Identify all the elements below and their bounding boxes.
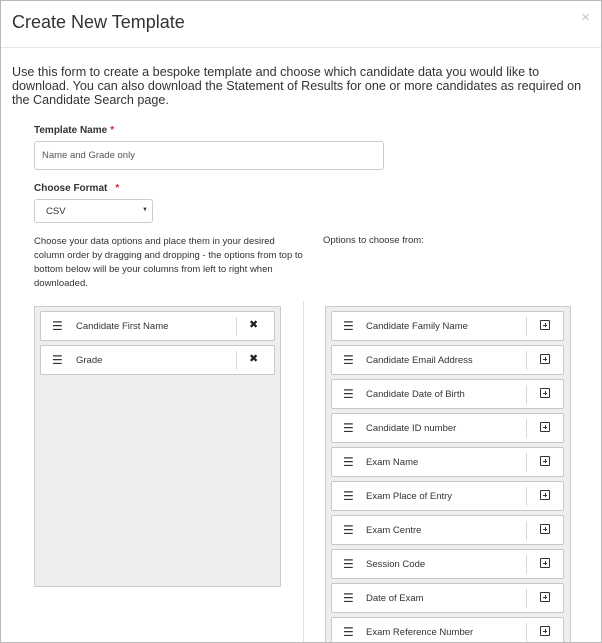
column-order-help: Choose your data options and place them in your desired column order by dragging and dropping - the options from top to bottom below will be your columns from left to right when downloaded. bbox=[34, 236, 303, 289]
option-item[interactable] bbox=[331, 311, 564, 341]
item-separator bbox=[526, 317, 527, 336]
plus-square-icon[interactable] bbox=[540, 592, 550, 602]
selected-columns-list[interactable] bbox=[34, 306, 281, 587]
format-select[interactable] bbox=[34, 199, 153, 223]
plus-square-icon[interactable] bbox=[540, 354, 550, 364]
option-item[interactable] bbox=[331, 515, 564, 545]
drag-handle-icon[interactable]: ☰ bbox=[343, 455, 354, 469]
selected-column-item[interactable] bbox=[40, 345, 275, 375]
option-item[interactable] bbox=[331, 549, 564, 579]
remove-icon[interactable]: ✖ bbox=[249, 319, 259, 331]
available-options-list[interactable] bbox=[325, 306, 571, 643]
option-item[interactable] bbox=[331, 447, 564, 477]
drag-handle-icon[interactable]: ☰ bbox=[343, 591, 354, 605]
template-name-label: Template Name * bbox=[34, 125, 115, 136]
plus-square-icon[interactable] bbox=[540, 388, 550, 398]
option-label: Candidate Family Name bbox=[366, 321, 468, 332]
plus-square-icon[interactable] bbox=[540, 626, 550, 636]
option-item[interactable] bbox=[331, 379, 564, 409]
column-divider bbox=[303, 301, 304, 643]
drag-handle-icon[interactable]: ☰ bbox=[52, 319, 63, 333]
intro-text: Use this form to create a bespoke template and choose which candidate data you would like to download. You can also download the Statement of Results for one or more candidates as required on the Candidate Search page. bbox=[12, 65, 582, 107]
option-label: Exam Place of Entry bbox=[366, 491, 453, 502]
remove-icon[interactable]: ✖ bbox=[249, 353, 259, 365]
required-marker: * bbox=[110, 125, 115, 136]
plus-square-icon[interactable] bbox=[540, 320, 550, 330]
modal-header bbox=[1, 1, 601, 48]
option-item[interactable] bbox=[331, 413, 564, 443]
item-separator bbox=[526, 589, 527, 608]
option-label: Session Code bbox=[366, 559, 426, 570]
drag-handle-icon[interactable]: ☰ bbox=[52, 353, 63, 367]
plus-square-icon[interactable] bbox=[540, 490, 550, 500]
drag-handle-icon[interactable]: ☰ bbox=[343, 523, 354, 537]
selected-column-item[interactable] bbox=[40, 311, 275, 341]
drag-handle-icon[interactable]: ☰ bbox=[343, 421, 354, 435]
plus-square-icon[interactable] bbox=[540, 422, 550, 432]
chevron-down-icon: ▼ bbox=[142, 207, 148, 213]
item-separator bbox=[526, 453, 527, 472]
item-separator bbox=[526, 419, 527, 438]
required-marker: * bbox=[115, 183, 120, 194]
option-label: Exam Reference Number bbox=[366, 627, 474, 638]
option-item[interactable] bbox=[331, 345, 564, 375]
drag-handle-icon[interactable]: ☰ bbox=[343, 557, 354, 571]
drag-handle-icon[interactable]: ☰ bbox=[343, 387, 354, 401]
option-label: Exam Centre bbox=[366, 525, 422, 536]
drag-handle-icon[interactable]: ☰ bbox=[343, 489, 354, 503]
option-label: Exam Name bbox=[366, 457, 419, 468]
item-separator bbox=[526, 487, 527, 506]
item-separator bbox=[526, 351, 527, 370]
selected-column-label: Grade bbox=[76, 355, 103, 366]
option-item[interactable] bbox=[331, 583, 564, 613]
item-separator bbox=[236, 351, 237, 370]
drag-handle-icon[interactable]: ☰ bbox=[343, 353, 354, 367]
plus-square-icon[interactable] bbox=[540, 456, 550, 466]
option-label: Candidate Email Address bbox=[366, 355, 473, 366]
modal-title: Create New Template bbox=[12, 12, 185, 32]
option-label: Candidate Date of Birth bbox=[366, 389, 465, 400]
format-label: Choose Format * bbox=[34, 183, 120, 194]
format-select-value: CSV bbox=[46, 206, 66, 217]
item-separator bbox=[236, 317, 237, 336]
option-label: Candidate ID number bbox=[366, 423, 457, 434]
close-icon[interactable]: × bbox=[581, 9, 590, 26]
template-name-input[interactable] bbox=[34, 141, 384, 170]
drag-handle-icon[interactable]: ☰ bbox=[343, 319, 354, 333]
selected-column-label: Candidate First Name bbox=[76, 321, 169, 332]
item-separator bbox=[526, 623, 527, 642]
option-label: Date of Exam bbox=[366, 593, 424, 604]
drag-handle-icon[interactable]: ☰ bbox=[343, 625, 354, 639]
option-item[interactable] bbox=[331, 481, 564, 511]
options-heading: Options to choose from: bbox=[323, 235, 424, 246]
item-separator bbox=[526, 555, 527, 574]
plus-square-icon[interactable] bbox=[540, 558, 550, 568]
option-item[interactable] bbox=[331, 617, 564, 643]
item-separator bbox=[526, 385, 527, 404]
item-separator bbox=[526, 521, 527, 540]
plus-square-icon[interactable] bbox=[540, 524, 550, 534]
